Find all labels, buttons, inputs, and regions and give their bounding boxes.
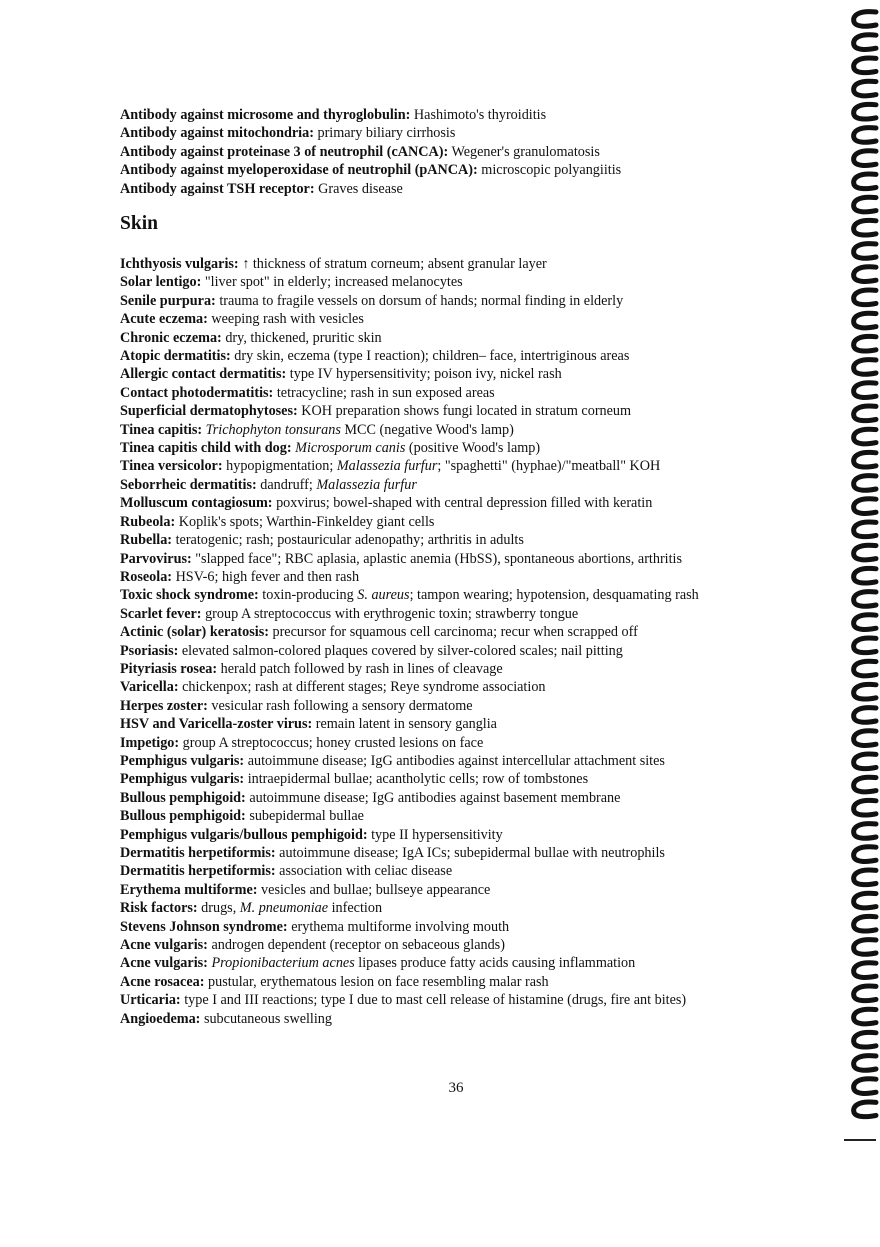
entry-term: Acute eczema: xyxy=(120,311,208,328)
binding-coil xyxy=(854,429,876,444)
skin-entry xyxy=(120,715,699,733)
entry-term: Varicella: xyxy=(120,679,179,696)
entry-term: Bullous pemphigoid: xyxy=(120,789,246,806)
binding-coil xyxy=(854,940,876,955)
entry-description: "liver spot" in elderly; increased melanocytes xyxy=(201,274,463,291)
entry-term: Scarlet fever: xyxy=(120,605,202,622)
entry-term: Angioedema: xyxy=(120,1010,201,1027)
binding-coil xyxy=(854,197,876,212)
binding-coil xyxy=(854,12,876,27)
skin-entry xyxy=(120,881,699,899)
entry-term: HSV and Varicella-zoster virus: xyxy=(120,716,313,733)
entry-description: chickenpox; rash at different stages; Reye syndrome association xyxy=(178,679,546,696)
skin-entry xyxy=(120,605,699,623)
entry-description: HSV-6; high fever and then rash xyxy=(172,568,360,585)
entry-description: trauma to fragile vessels on dorsum of hands; normal finding in elderly xyxy=(215,292,624,309)
binding-coil xyxy=(854,452,876,467)
binding-coil xyxy=(854,104,876,119)
binding-coil xyxy=(854,244,876,259)
antibody-list xyxy=(120,106,621,198)
entry-description: dandruff; xyxy=(256,476,317,493)
antibody-entry xyxy=(120,180,621,198)
binding-coil xyxy=(854,731,876,746)
entry-description: dry skin, eczema (type I reaction); children– face, intertriginous areas xyxy=(230,348,630,365)
entry-description-cont: ; tampon wearing; hypotension, desquamating rash xyxy=(409,587,699,604)
skin-entry xyxy=(120,292,699,310)
entry-description: teratogenic; rash; postauricular adenopathy; arthritis in adults xyxy=(172,532,524,549)
entry-organism-name: Trichophyton tonsurans xyxy=(205,421,341,438)
entry-description: Koplik's spots; Warthin-Finkeldey giant cells xyxy=(175,513,435,530)
entry-description: vesicular rash following a sensory dermatome xyxy=(207,697,473,714)
binding-coil xyxy=(854,383,876,398)
binding-coil xyxy=(854,847,876,862)
entry-description: toxin-producing xyxy=(258,587,358,604)
binding-coil xyxy=(854,267,876,282)
binding-coil xyxy=(854,35,876,50)
entry-term: Tinea capitis: xyxy=(120,421,203,438)
entry-term: Dermatitis herpetiformis: xyxy=(120,845,276,861)
binding-coil xyxy=(854,58,876,73)
skin-entry xyxy=(120,439,699,457)
entry-description: precursor for squamous cell carcinoma; recur when scrapped off xyxy=(268,624,638,641)
antibody-entry xyxy=(120,161,621,179)
skin-entry xyxy=(120,918,699,936)
entry-term: Herpes zoster: xyxy=(120,697,208,714)
skin-entry xyxy=(120,770,699,788)
entry-description-cont: MCC (negative Wood's lamp) xyxy=(340,421,514,438)
entry-term: Erythema multiforme: xyxy=(120,881,258,898)
entry-description: herald patch followed by rash in lines of cleavage xyxy=(217,660,503,677)
entry-description-cont: lipases produce fatty acids causing inflammation xyxy=(354,955,636,972)
entry-description: autoimmune disease; IgA ICs; subepidermal bullae with neutrophils xyxy=(275,845,665,861)
entry-description: ↑ thickness of stratum corneum; absent granular layer xyxy=(238,256,547,272)
skin-entry xyxy=(120,586,699,604)
binding-coil xyxy=(854,1032,876,1047)
entry-term: Toxic shock syndrome: xyxy=(120,587,259,604)
entry-description: KOH preparation shows fungi located in stratum corneum xyxy=(297,403,632,420)
binding-coil xyxy=(854,592,876,607)
skin-entry xyxy=(120,513,699,531)
entry-description: remain latent in sensory ganglia xyxy=(312,716,497,733)
binding-coil xyxy=(854,1102,876,1117)
binding-coil xyxy=(854,638,876,653)
entry-term: Pemphigus vulgaris: xyxy=(120,752,245,769)
skin-entry xyxy=(120,734,699,752)
entry-description: drugs, xyxy=(197,900,240,917)
entry-term: Actinic (solar) keratosis: xyxy=(120,624,269,641)
skin-entry xyxy=(120,844,699,862)
binding-coil xyxy=(854,661,876,676)
skin-entry xyxy=(120,973,699,991)
entry-description: Hashimoto's thyroiditis xyxy=(410,107,547,123)
antibody-entry xyxy=(120,106,621,124)
skin-entry xyxy=(120,347,699,365)
entry-term: Tinea capitis child with dog: xyxy=(120,440,292,457)
entry-description: autoimmune disease; IgG antibodies against intercellular attachment sites xyxy=(244,752,665,769)
entry-description-cont: ; "spaghetti" (hyphae)/"meatball" KOH xyxy=(437,458,661,475)
spiral-binding xyxy=(840,0,880,1247)
entry-description: pustular, erythematous lesion on face resembling malar rash xyxy=(204,973,549,990)
skin-entry xyxy=(120,384,699,402)
skin-entry xyxy=(120,1010,699,1028)
skin-entry xyxy=(120,697,699,715)
entry-term: Tinea versicolor: xyxy=(120,458,223,475)
skin-entry xyxy=(120,936,699,954)
antibody-entry xyxy=(120,124,621,142)
skin-entry xyxy=(120,550,699,568)
binding-coil xyxy=(854,1079,876,1094)
entry-description: microscopic polyangiitis xyxy=(477,162,622,179)
binding-coil xyxy=(854,754,876,769)
skin-entry xyxy=(120,531,699,549)
entry-term: Superficial dermatophytoses: xyxy=(120,403,298,420)
skin-entry xyxy=(120,660,699,678)
skin-entry xyxy=(120,310,699,328)
entry-term: Roseola: xyxy=(120,568,173,585)
entry-description-cont: (positive Wood's lamp) xyxy=(405,440,541,457)
skin-entry xyxy=(120,365,699,383)
entry-term: Pityriasis rosea: xyxy=(120,660,218,677)
binding-coil xyxy=(854,522,876,537)
entry-description: elevated salmon-colored plaques covered by silver-colored scales; nail pitting xyxy=(178,642,623,659)
entry-description: subcutaneous swelling xyxy=(200,1010,332,1027)
entry-term: Antibody against mitochondria: xyxy=(120,125,314,142)
section-title-skin: Skin xyxy=(120,213,158,234)
binding-coil xyxy=(854,151,876,166)
entry-term: Seborrheic dermatitis: xyxy=(120,476,257,493)
binding-coil xyxy=(854,777,876,792)
page-number: 36 xyxy=(448,1080,464,1096)
binding-coil xyxy=(854,615,876,630)
skin-entry xyxy=(120,329,699,347)
entry-description: type I and III reactions; type I due to mast cell release of histamine (drugs, fire ant bites) xyxy=(180,992,687,1009)
skin-entry xyxy=(120,789,699,807)
entry-term: Contact photodermatitis: xyxy=(120,384,274,401)
binding-coil xyxy=(854,986,876,1001)
skin-entry xyxy=(120,402,699,420)
entry-organism-name: Malassezia furfur xyxy=(336,458,438,475)
skin-entry xyxy=(120,568,699,586)
entry-description-cont: infection xyxy=(328,900,383,917)
binding-coil xyxy=(854,893,876,908)
skin-entry xyxy=(120,623,699,641)
binding-coil xyxy=(854,708,876,723)
entry-description: type IV hypersensitivity; poison ivy, nickel rash xyxy=(286,366,562,383)
entry-term: Urticaria: xyxy=(120,992,181,1009)
entry-organism-name: Microsporum canis xyxy=(295,440,406,457)
entry-organism-name: S. aureus xyxy=(357,587,410,604)
binding-coil xyxy=(854,174,876,189)
entry-description: intraepidermal bullae; acantholytic cells; row of tombstones xyxy=(244,771,589,788)
skin-entry xyxy=(120,494,699,512)
entry-description: hypopigmentation; xyxy=(222,458,337,475)
entry-term: Rubeola: xyxy=(120,513,176,530)
entry-term: Rubella: xyxy=(120,532,173,549)
entry-term: Pemphigus vulgaris/bullous pemphigoid: xyxy=(120,826,368,843)
entry-term: Acne vulgaris: xyxy=(120,955,208,972)
binding-coil xyxy=(854,545,876,560)
entry-term: Risk factors: xyxy=(120,900,198,917)
binding-coil xyxy=(854,916,876,931)
skin-conditions-list xyxy=(120,255,699,1028)
binding-coil xyxy=(854,313,876,328)
binding-coil xyxy=(854,963,876,978)
entry-description: dry, thickened, pruritic skin xyxy=(221,329,382,346)
entry-description: association with celiac disease xyxy=(275,863,453,880)
entry-organism-name: M. pneumoniae xyxy=(239,900,329,917)
entry-term: Antibody against myeloperoxidase of neutrophil (pANCA): xyxy=(120,162,478,179)
entry-term: Psoriasis: xyxy=(120,642,179,659)
skin-entry xyxy=(120,273,699,291)
binding-coil xyxy=(854,290,876,305)
entry-description: Wegener's granulomatosis xyxy=(448,143,600,160)
entry-organism-name: Malassezia furfur xyxy=(316,476,417,493)
entry-description: subepidermal bullae xyxy=(245,808,364,825)
skin-entry xyxy=(120,899,699,917)
binding-coil xyxy=(854,1009,876,1024)
entry-term: Allergic contact dermatitis: xyxy=(120,366,287,383)
skin-entry xyxy=(120,457,699,475)
binding-coil xyxy=(854,220,876,235)
binding-coil xyxy=(854,81,876,96)
entry-term: Bullous pemphigoid: xyxy=(120,808,246,825)
entry-description: tetracycline; rash in sun exposed areas xyxy=(273,384,495,401)
binding-coil xyxy=(854,1056,876,1071)
entry-term: Impetigo: xyxy=(120,734,180,751)
entry-description: erythema multiforme involving mouth xyxy=(287,918,510,935)
entry-description: autoimmune disease; IgG antibodies against basement membrane xyxy=(245,789,621,806)
entry-description: "slapped face"; RBC aplasia, aplastic anemia (HbSS), spontaneous abortions, arthritis xyxy=(191,550,683,567)
binding-coil xyxy=(854,800,876,815)
skin-entry xyxy=(120,807,699,825)
binding-coil xyxy=(854,360,876,375)
entry-term: Chronic eczema: xyxy=(120,329,222,346)
entry-term: Senile purpura: xyxy=(120,292,216,309)
skin-entry xyxy=(120,991,699,1009)
skin-entry xyxy=(120,752,699,770)
entry-description: type II hypersensitivity xyxy=(367,826,503,843)
entry-organism-name: Propionibacterium acnes xyxy=(211,955,355,972)
entry-description: weeping rash with vesicles xyxy=(207,311,364,328)
binding-coil xyxy=(854,568,876,583)
skin-entry xyxy=(120,862,699,880)
entry-term: Stevens Johnson syndrome: xyxy=(120,918,288,935)
entry-description: vesicles and bullae; bullseye appearance xyxy=(257,881,491,898)
entry-description: group A streptococcus; honey crusted lesions on face xyxy=(179,734,484,751)
antibody-entry xyxy=(120,143,621,161)
entry-description: Graves disease xyxy=(314,180,403,197)
entry-description: poxvirus; bowel-shaped with central depression filled with keratin xyxy=(272,495,653,512)
skin-entry xyxy=(120,642,699,660)
entry-term: Pemphigus vulgaris: xyxy=(120,771,245,788)
binding-coil xyxy=(854,336,876,351)
entry-term: Antibody against proteinase 3 of neutrophil (cANCA): xyxy=(120,143,449,160)
binding-coil xyxy=(854,476,876,491)
entry-term: Dermatitis herpetiformis: xyxy=(120,863,276,880)
entry-description: androgen dependent (receptor on sebaceous glands) xyxy=(207,937,505,954)
skin-entry xyxy=(120,255,699,273)
entry-term: Solar lentigo: xyxy=(120,274,202,291)
entry-term: Parvovirus: xyxy=(120,550,192,567)
entry-term: Antibody against TSH receptor: xyxy=(120,180,315,197)
entry-term: Molluscum contagiosum: xyxy=(120,495,273,512)
entry-description: primary biliary cirrhosis xyxy=(313,125,456,142)
binding-coil xyxy=(854,128,876,143)
entry-term: Acne vulgaris: xyxy=(120,937,208,954)
skin-entry xyxy=(120,678,699,696)
skin-entry xyxy=(120,826,699,844)
skin-entry xyxy=(120,476,699,494)
skin-entry xyxy=(120,954,699,972)
entry-term: Acne rosacea: xyxy=(120,973,205,990)
skin-entry xyxy=(120,421,699,439)
binding-coil xyxy=(854,870,876,885)
entry-term: Atopic dermatitis: xyxy=(120,348,231,365)
binding-coil xyxy=(854,824,876,839)
entry-term: Ichthyosis vulgaris: xyxy=(120,256,239,272)
binding-coil xyxy=(854,406,876,421)
entry-description: group A streptococcus with erythrogenic toxin; strawberry tongue xyxy=(201,605,579,622)
entry-term: Antibody against microsome and thyroglobulin: xyxy=(120,107,411,123)
binding-coil xyxy=(854,684,876,699)
binding-coil xyxy=(854,499,876,514)
